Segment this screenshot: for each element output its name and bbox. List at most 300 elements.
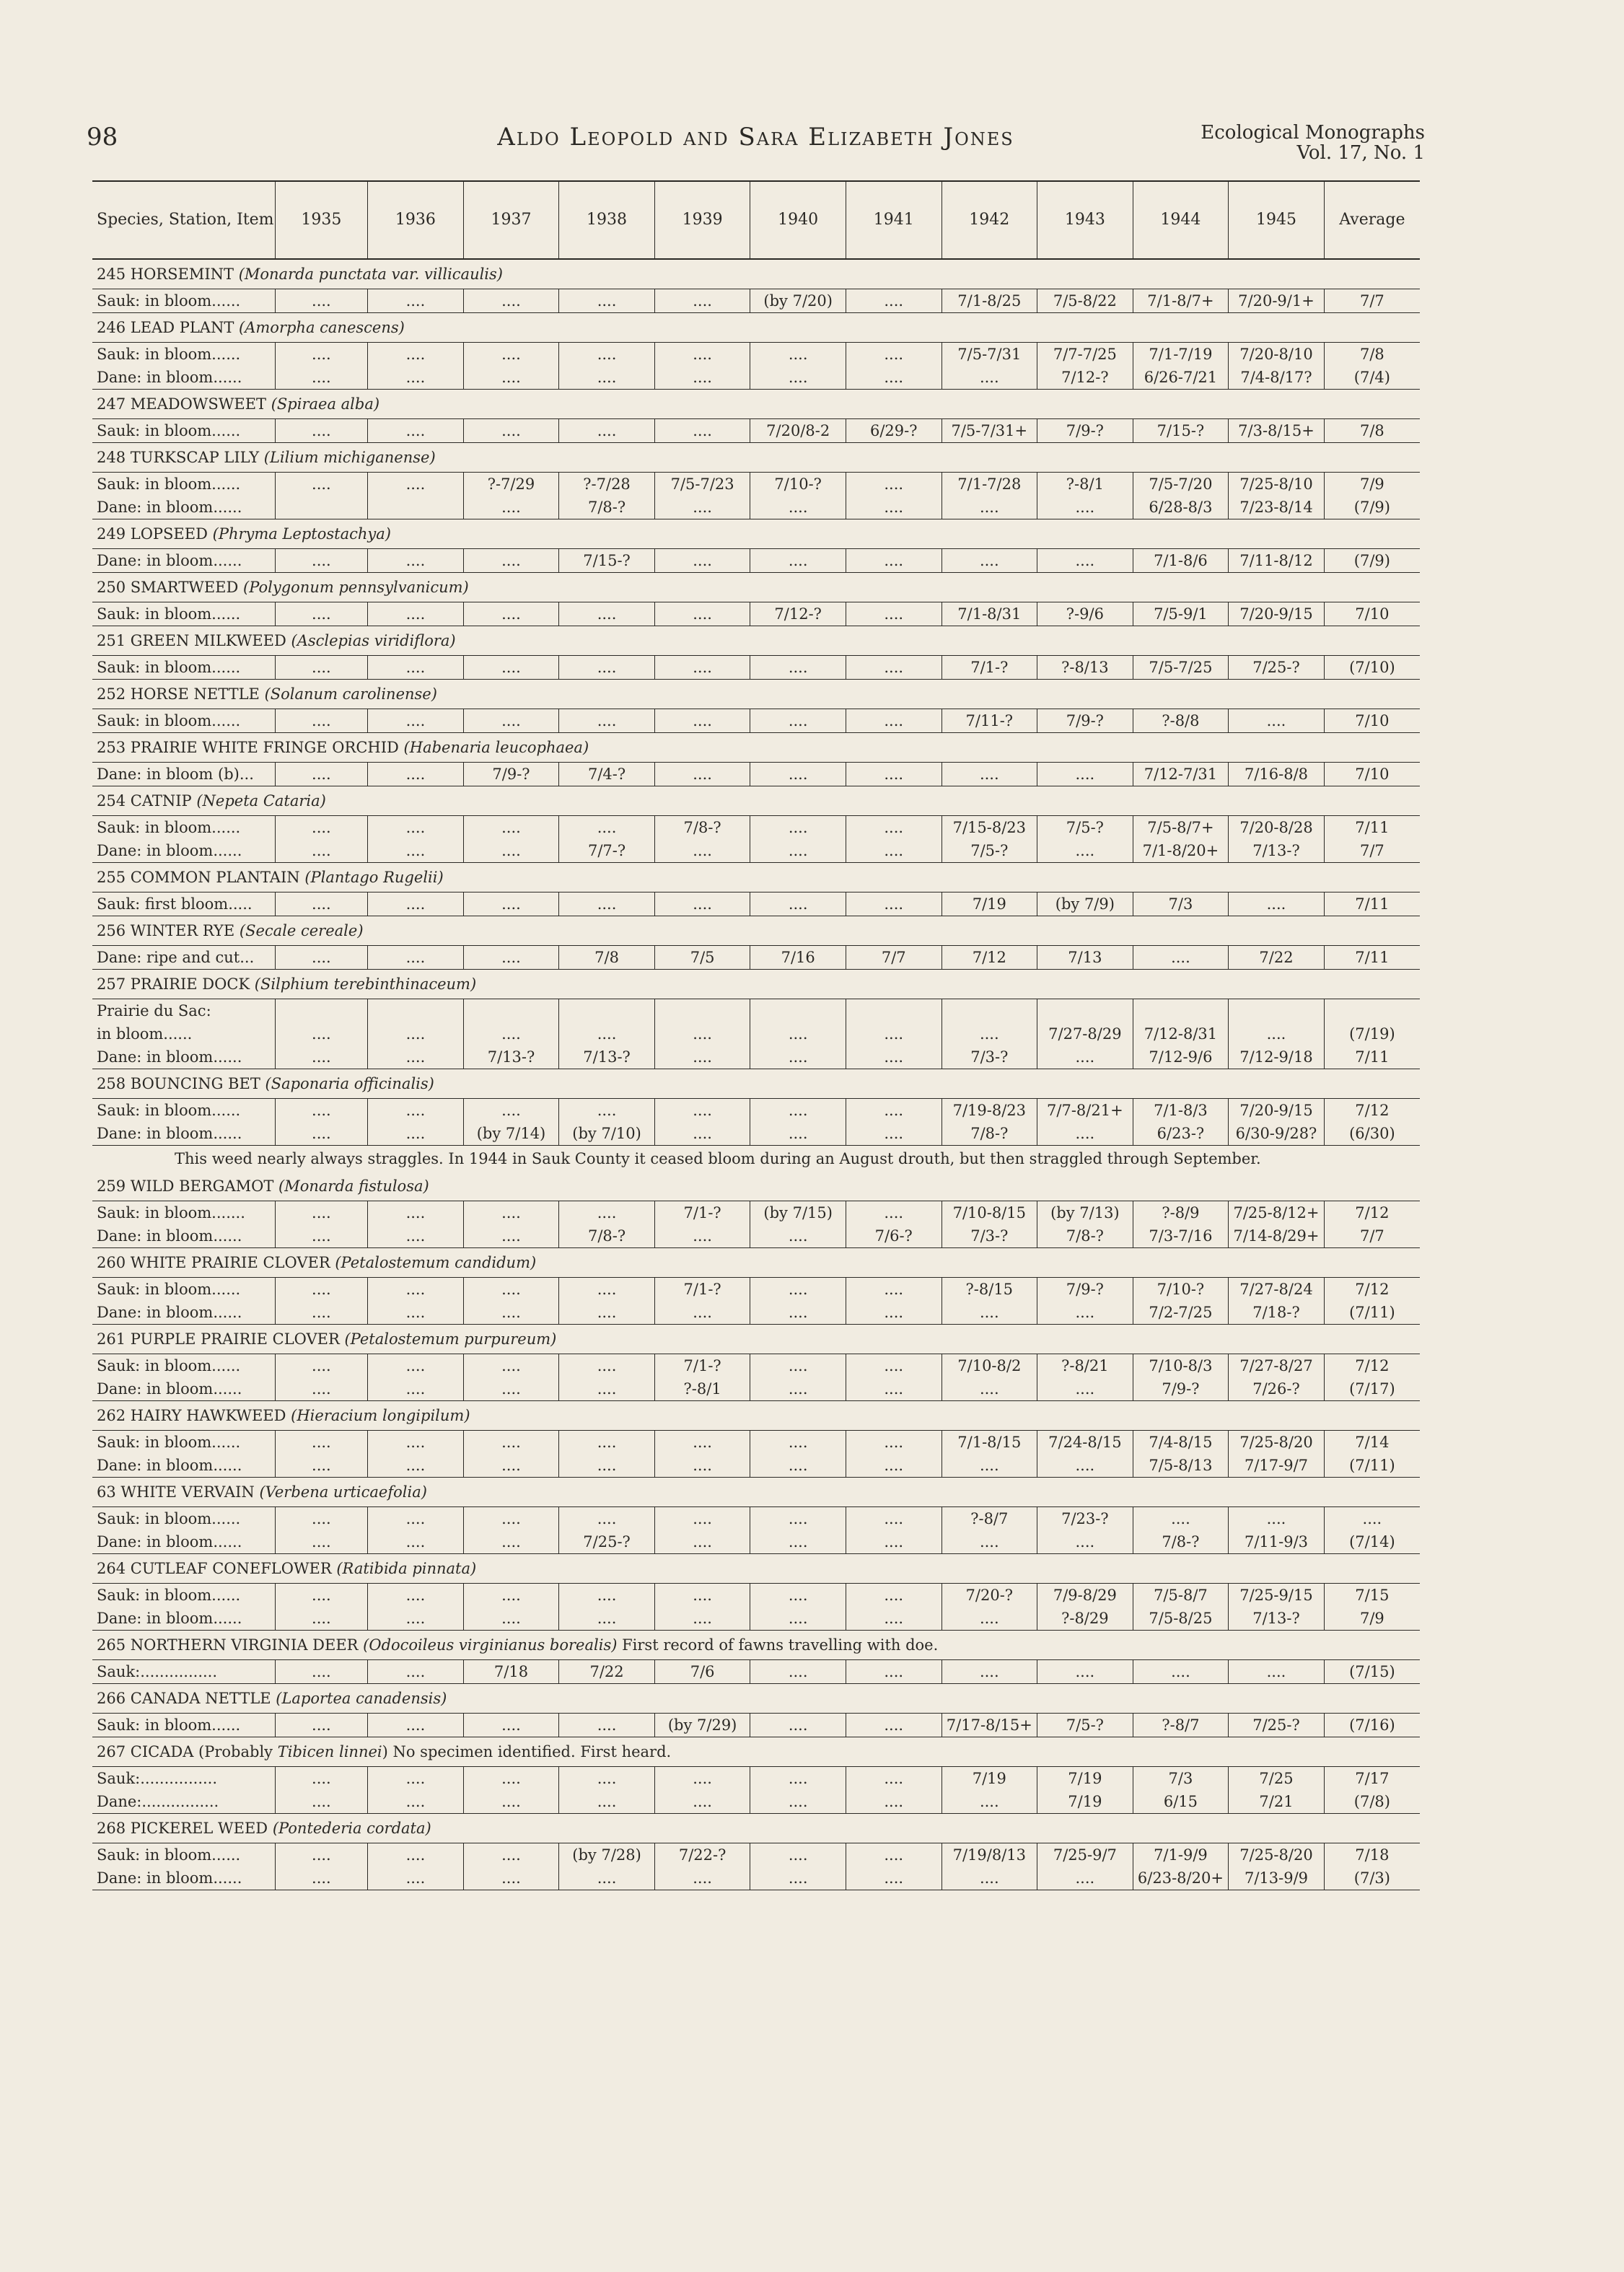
- date-cell: ?-8/7 ....: [942, 1507, 1037, 1554]
- date-cell: .... ....: [750, 343, 846, 390]
- date-cell: 7/1-? ....: [654, 1278, 750, 1325]
- date-cell: 7/4-?: [559, 763, 655, 786]
- station-label: Sauk: in bloom......: [92, 1714, 275, 1737]
- species-title-row: [92, 1737, 1420, 1767]
- column-header: 1936: [368, 181, 464, 259]
- date-cell: .... (by 7/14): [463, 1099, 559, 1146]
- table-row: [92, 1714, 1420, 1737]
- date-cell: 7/12-7/31: [1133, 763, 1229, 786]
- date-cell: .... 7/3-?: [942, 999, 1037, 1069]
- date-cell: ....: [846, 549, 942, 573]
- date-cell: ....: [1133, 946, 1229, 970]
- date-cell: .... ....: [463, 1201, 559, 1248]
- date-cell: ....: [275, 892, 368, 916]
- species-title-row: [92, 1478, 1420, 1507]
- station-label: Sauk: in bloom......: [92, 709, 275, 733]
- date-cell: 7/27-8/24 7/18-?: [1229, 1278, 1325, 1325]
- date-cell: .... 7/12-9/18: [1229, 999, 1325, 1069]
- date-cell: 7/23-? ....: [1037, 1507, 1133, 1554]
- table-row: [92, 1660, 1420, 1684]
- date-cell: (by 7/29): [654, 1714, 750, 1737]
- date-cell: 7/5-?: [1037, 1714, 1133, 1737]
- date-cell: ....: [1229, 1660, 1325, 1684]
- date-cell: .... ....: [275, 1354, 368, 1401]
- date-cell: .... ....: [368, 1767, 464, 1814]
- table-row: [92, 1767, 1420, 1814]
- species-title-row: [92, 626, 1420, 656]
- scientific-name: (Nepeta Cataria): [196, 792, 326, 810]
- scientific-name: (Asclepias viridiflora): [291, 632, 456, 649]
- date-cell: 7/1-8/25: [942, 289, 1037, 313]
- date-cell: .... (by 7/10): [559, 1099, 655, 1146]
- date-cell: .... ....: [750, 1354, 846, 1401]
- column-header: 1942: [942, 181, 1037, 259]
- date-cell: 7/15-?: [1133, 419, 1229, 443]
- date-cell: ....: [942, 763, 1037, 786]
- column-header: Species, Station, Item: [92, 181, 275, 259]
- species-name: 246 LEAD PLANT: [97, 319, 234, 336]
- date-cell: ?-8/7: [1133, 1714, 1229, 1737]
- species-title-row: [92, 1554, 1420, 1584]
- station-label: Sauk: in bloom....... Dane: in bloom......: [92, 1201, 275, 1248]
- scientific-name: (Hieracium longipilum): [291, 1407, 470, 1424]
- date-cell: 7/14 (7/11): [1324, 1431, 1420, 1478]
- date-cell: .... ....: [846, 1584, 942, 1631]
- species-name: 248 TURKSCAP LILY: [97, 449, 260, 466]
- date-cell: 7/27-8/29 ....: [1037, 999, 1133, 1069]
- date-cell: 7/5-7/23 ....: [654, 473, 750, 519]
- date-cell: 7/11 7/7: [1324, 816, 1420, 863]
- date-cell: 7/12-8/31 7/12-9/6: [1133, 999, 1229, 1069]
- date-cell: .... ....: [750, 1431, 846, 1478]
- date-cell: 7/1-? ....: [654, 1201, 750, 1248]
- date-cell: .... ....: [275, 1507, 368, 1554]
- date-cell: 6/29-?: [846, 419, 942, 443]
- date-cell: ....: [368, 946, 464, 970]
- station-label: Sauk: in bloom......: [92, 419, 275, 443]
- date-cell: 7/11: [1324, 892, 1420, 916]
- date-cell: 7/16: [750, 946, 846, 970]
- date-cell: 7/27-8/27 7/26-?: [1229, 1354, 1325, 1401]
- date-cell: ....: [368, 1660, 464, 1684]
- table-row: [92, 1507, 1420, 1554]
- date-cell: 7/1-? ?-8/1: [654, 1354, 750, 1401]
- scientific-name: (Petalostemum candidum): [335, 1254, 537, 1271]
- species-title-row: [92, 733, 1420, 763]
- date-cell: 7/10: [1324, 602, 1420, 626]
- table-row: [92, 549, 1420, 573]
- date-cell: ....: [463, 419, 559, 443]
- date-cell: 7/22-? ....: [654, 1843, 750, 1890]
- date-cell: 7/5-8/22: [1037, 289, 1133, 313]
- date-cell: ....: [1133, 1660, 1229, 1684]
- species-title-row: [92, 1401, 1420, 1431]
- species-name: 63 WHITE VERVAIN: [97, 1483, 255, 1501]
- date-cell: ....: [463, 289, 559, 313]
- date-cell: 7/9-?: [1037, 709, 1133, 733]
- station-label: Sauk: in bloom...... Dane: in bloom......: [92, 816, 275, 863]
- date-cell: 7/5-7/31 ....: [942, 343, 1037, 390]
- date-cell: .... ....: [750, 816, 846, 863]
- species-name: 268 PICKEREL WEED: [97, 1820, 268, 1837]
- date-cell: 7/19: [942, 892, 1037, 916]
- species-title-row: [92, 1631, 1420, 1660]
- date-cell: 7/10: [1324, 709, 1420, 733]
- date-cell: ?-8/15 ....: [942, 1278, 1037, 1325]
- date-cell: ....: [368, 602, 464, 626]
- scientific-name: (Solanum carolinense): [264, 685, 437, 703]
- date-cell: ?-9/6: [1037, 602, 1133, 626]
- date-cell: 7/5-7/25: [1133, 656, 1229, 680]
- date-cell: .... ....: [275, 1584, 368, 1631]
- date-cell: .... ....: [846, 473, 942, 519]
- date-cell: .... ....: [750, 1767, 846, 1814]
- date-cell: .... ....: [846, 816, 942, 863]
- scientific-name: (Odocoileus virginianus borealis): [363, 1636, 618, 1654]
- date-cell: ....: [463, 549, 559, 573]
- species-remark: First record of fawns travelling with doe.: [622, 1636, 939, 1654]
- species-name: 259 WILD BERGAMOT: [97, 1177, 274, 1195]
- date-cell: .... ....: [368, 1584, 464, 1631]
- date-cell: .... 7/13-?: [559, 999, 655, 1069]
- date-cell: ....: [463, 709, 559, 733]
- species-name: 264 CUTLEAF CONEFLOWER: [97, 1560, 332, 1577]
- date-cell: ....: [750, 892, 846, 916]
- date-cell: 7/16-8/8: [1229, 763, 1325, 786]
- date-cell: ....: [368, 473, 464, 519]
- station-label: Sauk: in bloom......: [92, 656, 275, 680]
- date-cell: ....: [368, 1714, 464, 1737]
- date-cell: .... ....: [846, 1431, 942, 1478]
- running-header: [87, 123, 1425, 180]
- date-cell: 7/3: [1133, 892, 1229, 916]
- date-cell: ....: [275, 289, 368, 313]
- scientific-name: Tibicen linnei: [277, 1743, 382, 1760]
- date-cell: 7/12-?: [750, 602, 846, 626]
- species-title-row: [92, 863, 1420, 892]
- scientific-name: (Phryma Leptostachya): [212, 525, 391, 543]
- date-cell: 7/11-?: [942, 709, 1037, 733]
- date-cell: ....: [1037, 549, 1133, 573]
- date-cell: ....: [368, 419, 464, 443]
- date-cell: .... ....: [275, 1201, 368, 1248]
- date-cell: 7/3 6/15: [1133, 1767, 1229, 1814]
- species-title-row: [92, 970, 1420, 999]
- station-label: Sauk: in bloom......: [92, 289, 275, 313]
- date-cell: 7/9-? ....: [1037, 1278, 1133, 1325]
- date-cell: .... ....: [559, 1278, 655, 1325]
- date-cell: ....: [559, 892, 655, 916]
- date-cell: 7/19/8/13 ....: [942, 1843, 1037, 1890]
- species-title-row: [92, 786, 1420, 816]
- date-cell: 7/25-?: [1229, 656, 1325, 680]
- station-label: Sauk: in bloom...... Dane: in bloom......: [92, 1278, 275, 1325]
- date-cell: ....: [275, 1660, 368, 1684]
- date-cell: 7/25-8/20 7/13-9/9: [1229, 1843, 1325, 1890]
- species-name: 256 WINTER RYE: [97, 922, 235, 939]
- date-cell: ....: [846, 1660, 942, 1684]
- date-cell: 7/15 7/9: [1324, 1584, 1420, 1631]
- date-cell: ....: [846, 602, 942, 626]
- date-cell: ....: [942, 1660, 1037, 1684]
- date-cell: .... ....: [368, 1843, 464, 1890]
- date-cell: 7/25 7/21: [1229, 1767, 1325, 1814]
- date-cell: ....: [559, 1714, 655, 1737]
- species-title-row: [92, 1172, 1420, 1201]
- date-cell: 7/18 (7/3): [1324, 1843, 1420, 1890]
- date-cell: 7/10-? ....: [750, 473, 846, 519]
- date-cell: .... ....: [463, 1431, 559, 1478]
- date-cell: .... ....: [654, 1099, 750, 1146]
- scientific-name: (Pontederia cordata): [272, 1820, 431, 1837]
- scientific-name: (Monarda punctata var. villicaulis): [238, 266, 503, 283]
- date-cell: 7/5-? ....: [1037, 816, 1133, 863]
- date-cell: ....: [368, 709, 464, 733]
- date-cell: 7/1-8/6: [1133, 549, 1229, 573]
- date-cell: 7/5: [654, 946, 750, 970]
- date-cell: 7/1-8/15 ....: [942, 1431, 1037, 1478]
- running-title: Aldo Leopold and Sara Elizabeth Jones: [497, 123, 1014, 152]
- species-name: 260 WHITE PRAIRIE CLOVER: [97, 1254, 330, 1271]
- column-header: Average: [1324, 181, 1420, 259]
- date-cell: 7/7: [846, 946, 942, 970]
- station-label: Sauk:................: [92, 1660, 275, 1684]
- table-row: [92, 1843, 1420, 1890]
- date-cell: .... 7/25-?: [559, 1507, 655, 1554]
- date-cell: ....: [750, 1714, 846, 1737]
- date-cell: .... ....: [368, 999, 464, 1069]
- date-cell: ....: [275, 656, 368, 680]
- date-cell: .... (7/14): [1324, 1507, 1420, 1554]
- date-cell: ....: [275, 602, 368, 626]
- note-row: [92, 1146, 1420, 1172]
- species-name: 267 CICADA: [97, 1743, 194, 1760]
- station-label: Sauk: in bloom......: [92, 602, 275, 626]
- species-title-row: [92, 390, 1420, 419]
- date-cell: 7/19-8/23 7/8-?: [942, 1099, 1037, 1146]
- date-cell: ....: [368, 656, 464, 680]
- species-title-row: [92, 519, 1420, 549]
- date-cell: ....: [654, 549, 750, 573]
- date-cell: 7/3-8/15+: [1229, 419, 1325, 443]
- species-title-row: [92, 1325, 1420, 1354]
- date-cell: 7/5-9/1: [1133, 602, 1229, 626]
- date-cell: .... ....: [654, 999, 750, 1069]
- date-cell: ....: [750, 1660, 846, 1684]
- date-cell: ....: [275, 946, 368, 970]
- date-cell: .... 7/8-?: [559, 1201, 655, 1248]
- date-cell: 7/1-8/31: [942, 602, 1037, 626]
- column-header: 1937: [463, 181, 559, 259]
- date-cell: 7/10-? 7/2-7/25: [1133, 1278, 1229, 1325]
- scientific-name: (Plantago Rugelii): [304, 869, 444, 886]
- species-remark: ) No specimen identified. First heard.: [382, 1743, 672, 1760]
- date-cell: ?-8/8: [1133, 709, 1229, 733]
- date-cell: 7/25-?: [1229, 1714, 1325, 1737]
- station-label: Sauk: in bloom...... Dane: in bloom......: [92, 1584, 275, 1631]
- date-cell: 7/24-8/15 ....: [1037, 1431, 1133, 1478]
- table-row: [92, 1431, 1420, 1478]
- date-cell: ....: [463, 602, 559, 626]
- date-cell: .... ....: [463, 816, 559, 863]
- date-cell: 7/12 7/7: [1324, 1201, 1420, 1248]
- scientific-name: (Silphium terebinthinaceum): [254, 975, 477, 993]
- date-cell: .... ....: [750, 1584, 846, 1631]
- date-cell: ....: [750, 763, 846, 786]
- date-cell: 7/12 (7/17): [1324, 1354, 1420, 1401]
- date-cell: .... ....: [368, 1099, 464, 1146]
- date-cell: 7/15-?: [559, 549, 655, 573]
- date-cell: ....: [1037, 1660, 1133, 1684]
- species-name: 266 CANADA NETTLE: [97, 1690, 271, 1707]
- date-cell: 7/20/8-2: [750, 419, 846, 443]
- table-body: [92, 259, 1420, 1890]
- date-cell: 7/1-7/28 ....: [942, 473, 1037, 519]
- species-name: 258 BOUNCING BET: [97, 1075, 260, 1092]
- species-title-row: [92, 1248, 1420, 1278]
- date-cell: 7/9 (7/9): [1324, 473, 1420, 519]
- date-cell: ....: [463, 1714, 559, 1737]
- date-cell: ....: [559, 709, 655, 733]
- scientific-name: (Polygonum pennsylvanicum): [243, 579, 469, 596]
- date-cell: 7/20-9/15: [1229, 602, 1325, 626]
- date-cell: .... ....: [559, 1431, 655, 1478]
- table-row: [92, 1099, 1420, 1146]
- date-cell: 7/25-9/15 7/13-?: [1229, 1584, 1325, 1631]
- species-title-row: [92, 573, 1420, 602]
- date-cell: ....: [750, 549, 846, 573]
- date-cell: (by 7/13) 7/8-?: [1037, 1201, 1133, 1248]
- date-cell: .... ....: [846, 1507, 942, 1554]
- date-cell: 7/1-8/7+: [1133, 289, 1229, 313]
- scientific-name: (Ratibida pinnata): [336, 1560, 477, 1577]
- date-cell: ....: [654, 289, 750, 313]
- date-cell: ?-8/9 7/3-7/16: [1133, 1201, 1229, 1248]
- table-row: [92, 1354, 1420, 1401]
- date-cell: ....: [942, 549, 1037, 573]
- date-cell: .... ....: [846, 999, 942, 1069]
- date-cell: ....: [275, 549, 368, 573]
- date-cell: .... ....: [368, 1201, 464, 1248]
- date-cell: 7/20-8/28 7/13-?: [1229, 816, 1325, 863]
- station-label: Sauk: in bloom...... Dane: in bloom......: [92, 1843, 275, 1890]
- date-cell: 7/8: [559, 946, 655, 970]
- table-row: [92, 289, 1420, 313]
- date-cell: 7/10-8/2 ....: [942, 1354, 1037, 1401]
- date-cell: .... ....: [275, 1099, 368, 1146]
- date-cell: 7/25-9/7 ....: [1037, 1843, 1133, 1890]
- date-cell: ....: [654, 602, 750, 626]
- date-cell: 7/20-9/15 6/30-9/28?: [1229, 1099, 1325, 1146]
- date-cell: .... ....: [750, 999, 846, 1069]
- table-row: [92, 946, 1420, 970]
- date-cell: .... 7/7-?: [559, 816, 655, 863]
- date-cell: 7/11-8/12: [1229, 549, 1325, 573]
- date-cell: .... ....: [559, 343, 655, 390]
- date-cell: .... ....: [275, 1767, 368, 1814]
- date-cell: .... ....: [463, 343, 559, 390]
- date-cell: ....: [846, 1714, 942, 1737]
- date-cell: ....: [750, 709, 846, 733]
- station-label: Prairie du Sac: in bloom...... Dane: in bloom......: [92, 999, 275, 1069]
- date-cell: ....: [463, 656, 559, 680]
- date-cell: 7/25-8/12+ 7/14-8/29+: [1229, 1201, 1325, 1248]
- table-row: [92, 709, 1420, 733]
- date-cell: 7/1-8/3 6/23-?: [1133, 1099, 1229, 1146]
- date-cell: 7/17-8/15+: [942, 1714, 1037, 1737]
- date-cell: ....: [463, 946, 559, 970]
- date-cell: .... 7/6-?: [846, 1201, 942, 1248]
- station-label: Sauk:................ Dane:................: [92, 1767, 275, 1814]
- date-cell: .... ....: [275, 343, 368, 390]
- date-cell: ....: [559, 419, 655, 443]
- date-cell: .... ....: [846, 1843, 942, 1890]
- date-cell: .... ....: [750, 1843, 846, 1890]
- date-cell: ?-8/13: [1037, 656, 1133, 680]
- date-cell: 7/10-8/15 7/3-?: [942, 1201, 1037, 1248]
- date-cell: 7/5-8/7+ 7/1-8/20+: [1133, 816, 1229, 863]
- date-cell: ....: [750, 656, 846, 680]
- date-cell: (7/16): [1324, 1714, 1420, 1737]
- journal-citation: [1201, 123, 1425, 163]
- station-label: Sauk: in bloom...... Dane: in bloom......: [92, 1431, 275, 1478]
- date-cell: 7/22: [1229, 946, 1325, 970]
- date-cell: .... ....: [559, 1584, 655, 1631]
- date-cell: .... 7/8-?: [1133, 1507, 1229, 1554]
- date-cell: ....: [654, 656, 750, 680]
- date-cell: (by 7/28) ....: [559, 1843, 655, 1890]
- date-cell: 7/15-8/23 7/5-?: [942, 816, 1037, 863]
- station-label: Sauk: first bloom.....: [92, 892, 275, 916]
- table-row: [92, 816, 1420, 863]
- date-cell: 7/19 ....: [942, 1767, 1037, 1814]
- date-cell: ....: [846, 763, 942, 786]
- species-name: 251 GREEN MILKWEED: [97, 632, 286, 649]
- column-header: 1938: [559, 181, 655, 259]
- date-cell: .... ....: [846, 1099, 942, 1146]
- scientific-name: (Habenaria leucophaea): [403, 739, 589, 756]
- scientific-name: (Amorpha canescens): [239, 319, 405, 336]
- date-cell: ....: [559, 289, 655, 313]
- species-name: 250 SMARTWEED: [97, 579, 239, 596]
- column-header: 1935: [275, 181, 368, 259]
- date-cell: 7/9-8/29 ?-8/29: [1037, 1584, 1133, 1631]
- date-cell: ?-7/28 7/8-?: [559, 473, 655, 519]
- column-header: 1943: [1037, 181, 1133, 259]
- date-cell: (by 7/9): [1037, 892, 1133, 916]
- date-cell: 7/20-9/1+: [1229, 289, 1325, 313]
- table-row: [92, 343, 1420, 390]
- table-row: [92, 999, 1420, 1069]
- species-title-row: [92, 313, 1420, 343]
- date-cell: .... ....: [275, 999, 368, 1069]
- date-cell: (7/19) 7/11: [1324, 999, 1420, 1069]
- date-cell: ....: [368, 763, 464, 786]
- species-remark: (Probably: [198, 1743, 278, 1760]
- date-cell: ....: [1037, 763, 1133, 786]
- species-title-row: [92, 1814, 1420, 1843]
- date-cell: ....: [1229, 709, 1325, 733]
- page-number: 98: [87, 123, 118, 152]
- species-name: 252 HORSE NETTLE: [97, 685, 260, 703]
- station-label: Sauk: in bloom...... Dane: in bloom......: [92, 1099, 275, 1146]
- date-cell: .... ....: [368, 1507, 464, 1554]
- date-cell: ....: [846, 709, 942, 733]
- date-cell: ....: [275, 473, 368, 519]
- date-cell: (7/15): [1324, 1660, 1420, 1684]
- date-cell: .... ....: [750, 1507, 846, 1554]
- species-name: 265 NORTHERN VIRGINIA DEER: [97, 1636, 359, 1654]
